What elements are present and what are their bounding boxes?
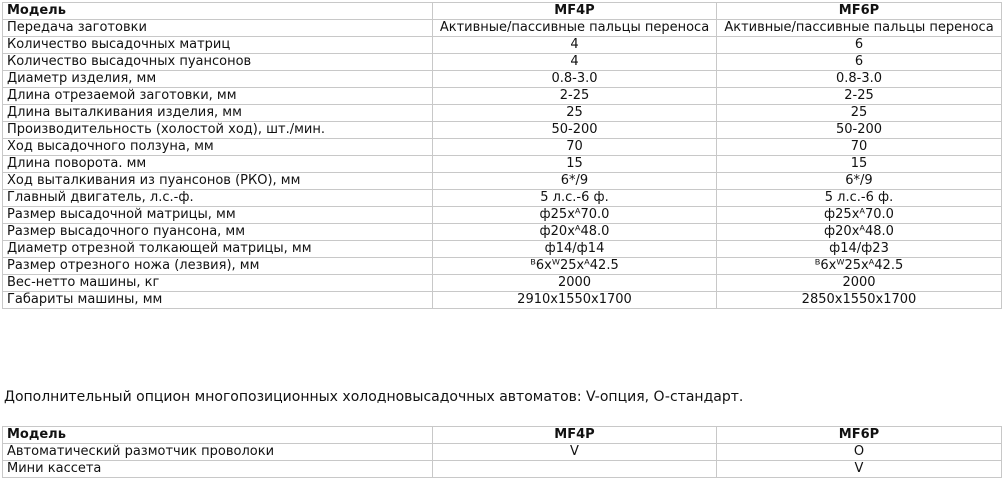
value-cell	[433, 461, 717, 478]
value-cell: 2850x1550x1700	[717, 292, 1002, 309]
value-cell: Активные/пассивные пальцы переноса	[717, 20, 1002, 37]
parameter-cell: Ход высадочного ползуна, мм	[3, 139, 433, 156]
value-cell: ᴮ6хᵂ25хᴬ42.5	[433, 258, 717, 275]
table-row	[3, 461, 1002, 478]
table-header-row	[3, 3, 1002, 20]
parameter-cell: Размер высадочного пуансона, мм	[3, 224, 433, 241]
parameter-cell: Длина отрезаемой заготовки, мм	[3, 88, 433, 105]
value-cell: 6*/9	[717, 173, 1002, 190]
value-cell: 0.8-3.0	[433, 71, 717, 88]
header-label-cell: Модель	[3, 427, 433, 444]
table-row	[3, 20, 1002, 37]
table-row	[3, 224, 1002, 241]
table-row	[3, 190, 1002, 207]
table-row	[3, 258, 1002, 275]
parameter-cell: Количество высадочных пуансонов	[3, 54, 433, 71]
value-cell: 2910x1550x1700	[433, 292, 717, 309]
value-cell: ф25хᴬ70.0	[717, 207, 1002, 224]
value-cell: 0.8-3.0	[717, 71, 1002, 88]
table-row	[3, 54, 1002, 71]
parameter-cell: Ход выталкивания из пуансонов (РКО), мм	[3, 173, 433, 190]
value-cell: ф14/ф14	[433, 241, 717, 258]
parameter-cell: Вес-нетто машины, кг	[3, 275, 433, 292]
value-cell: 6*/9	[433, 173, 717, 190]
table-row	[3, 156, 1002, 173]
value-cell: V	[717, 461, 1002, 478]
parameter-cell: Диаметр отрезной толкающей матрицы, мм	[3, 241, 433, 258]
specs-table	[2, 2, 1002, 309]
header-model-cell: MF6P	[717, 3, 1002, 20]
parameter-cell: Длина поворота. мм	[3, 156, 433, 173]
value-cell: ф20хᴬ48.0	[717, 224, 1002, 241]
header-label-cell: Модель	[3, 3, 433, 20]
value-cell: 50-200	[717, 122, 1002, 139]
value-cell: 2-25	[433, 88, 717, 105]
table-row	[3, 88, 1002, 105]
value-cell: 25	[717, 105, 1002, 122]
table-row	[3, 37, 1002, 54]
parameter-cell: Габариты машины, мм	[3, 292, 433, 309]
value-cell: 6	[717, 37, 1002, 54]
parameter-cell: Мини кассета	[3, 461, 433, 478]
parameter-cell: Количество высадочных матриц	[3, 37, 433, 54]
parameter-cell: Размер высадочной матрицы, мм	[3, 207, 433, 224]
table-row	[3, 292, 1002, 309]
value-cell: 15	[717, 156, 1002, 173]
value-cell: 6	[717, 54, 1002, 71]
parameter-cell: Размер отрезного ножа (лезвия), мм	[3, 258, 433, 275]
value-cell: 15	[433, 156, 717, 173]
table-header-row	[3, 427, 1002, 444]
table-row	[3, 105, 1002, 122]
parameter-cell: Автоматический размотчик проволоки	[3, 444, 433, 461]
value-cell: 4	[433, 54, 717, 71]
value-cell: Активные/пассивные пальцы переноса	[433, 20, 717, 37]
parameter-cell: Длина выталкивания изделия, мм	[3, 105, 433, 122]
value-cell: ᴮ6хᵂ25хᴬ42.5	[717, 258, 1002, 275]
value-cell: 2000	[717, 275, 1002, 292]
value-cell: V	[433, 444, 717, 461]
header-model-cell: MF6P	[717, 427, 1002, 444]
table-row	[3, 241, 1002, 258]
table-row	[3, 275, 1002, 292]
options-note: Дополнительный опцион многопозиционных холодновысадочных автоматов: V-опция, O-стандарт.	[4, 389, 744, 405]
value-cell: 2-25	[717, 88, 1002, 105]
value-cell: 50-200	[433, 122, 717, 139]
value-cell: 5 л.с.-6 ф.	[717, 190, 1002, 207]
value-cell: 4	[433, 37, 717, 54]
value-cell: 2000	[433, 275, 717, 292]
parameter-cell: Передача заготовки	[3, 20, 433, 37]
value-cell: 70	[433, 139, 717, 156]
header-model-cell: MF4P	[433, 3, 717, 20]
value-cell: ф14/ф23	[717, 241, 1002, 258]
value-cell: 25	[433, 105, 717, 122]
value-cell: ф25хᴬ70.0	[433, 207, 717, 224]
value-cell: O	[717, 444, 1002, 461]
table-row	[3, 122, 1002, 139]
table-row	[3, 173, 1002, 190]
value-cell: 5 л.с.-6 ф.	[433, 190, 717, 207]
table-row	[3, 207, 1002, 224]
table-row	[3, 444, 1002, 461]
parameter-cell: Главный двигатель, л.с.-ф.	[3, 190, 433, 207]
parameter-cell: Производительность (холостой ход), шт./мин.	[3, 122, 433, 139]
value-cell: ф20хᴬ48.0	[433, 224, 717, 241]
value-cell: 70	[717, 139, 1002, 156]
parameter-cell: Диаметр изделия, мм	[3, 71, 433, 88]
table-row	[3, 139, 1002, 156]
table-row	[3, 71, 1002, 88]
options-table	[2, 426, 1002, 478]
header-model-cell: MF4P	[433, 427, 717, 444]
